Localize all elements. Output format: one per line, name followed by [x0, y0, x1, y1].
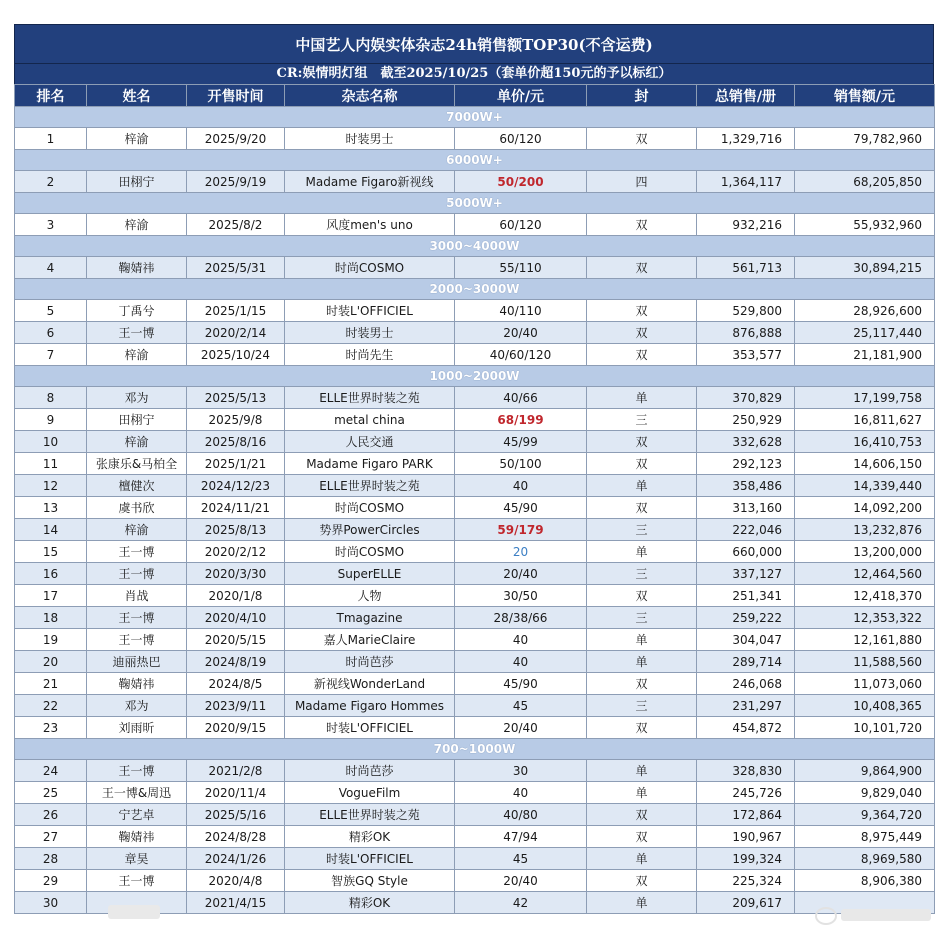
cover-cell: 单	[587, 629, 697, 651]
release-date-cell: 2024/8/28	[187, 826, 285, 848]
price-cell: 60/120	[455, 214, 587, 236]
rank-cell: 15	[15, 541, 87, 563]
cover-cell: 双	[587, 322, 697, 344]
price-cell: 55/110	[455, 257, 587, 279]
name-cell: 迪丽热巴	[87, 651, 187, 673]
cover-cell: 三	[587, 519, 697, 541]
sales-cell: 68,205,850	[795, 171, 935, 193]
magazine-cell: Madame Figaro新视线	[285, 171, 455, 193]
release-date-cell: 2020/3/30	[187, 563, 285, 585]
table-body	[15, 107, 935, 914]
sales-cell: 13,232,876	[795, 519, 935, 541]
name-cell: 王一博	[87, 760, 187, 782]
rank-cell: 16	[15, 563, 87, 585]
sales-cell: 10,408,365	[795, 695, 935, 717]
price-cell: 45	[455, 848, 587, 870]
magazine-cell: SuperELLE	[285, 563, 455, 585]
table-row	[15, 387, 935, 409]
magazine-cell: ELLE世界时装之苑	[285, 475, 455, 497]
name-cell: 田栩宁	[87, 171, 187, 193]
copies-cell: 313,160	[697, 497, 795, 519]
rank-cell: 18	[15, 607, 87, 629]
sales-cell: 11,073,060	[795, 673, 935, 695]
magazine-cell: 风度men's uno	[285, 214, 455, 236]
rank-cell: 11	[15, 453, 87, 475]
name-cell: 鞠婧祎	[87, 826, 187, 848]
sales-band-row	[15, 279, 935, 300]
cover-cell: 双	[587, 826, 697, 848]
name-cell: 王一博	[87, 322, 187, 344]
sales-cell: 14,339,440	[795, 475, 935, 497]
header-total-copies: 总销售/册	[697, 85, 795, 107]
release-date-cell: 2024/8/19	[187, 651, 285, 673]
release-date-cell: 2020/5/15	[187, 629, 285, 651]
table-row	[15, 563, 935, 585]
table-row	[15, 475, 935, 497]
release-date-cell: 2025/10/24	[187, 344, 285, 366]
name-cell: 梓渝	[87, 214, 187, 236]
cover-cell: 双	[587, 870, 697, 892]
price-cell: 40/66	[455, 387, 587, 409]
rank-cell: 5	[15, 300, 87, 322]
price-cell: 28/38/66	[455, 607, 587, 629]
rank-cell: 24	[15, 760, 87, 782]
release-date-cell: 2020/9/15	[187, 717, 285, 739]
copies-cell: 259,222	[697, 607, 795, 629]
name-cell: 梓渝	[87, 128, 187, 150]
sales-cell: 8,975,449	[795, 826, 935, 848]
name-cell: 张康乐&马柏全	[87, 453, 187, 475]
copies-cell: 332,628	[697, 431, 795, 453]
rank-cell: 14	[15, 519, 87, 541]
sales-band-row	[15, 107, 935, 128]
magazine-cell: Madame Figaro Hommes	[285, 695, 455, 717]
cover-cell: 四	[587, 171, 697, 193]
header-name: 姓名	[87, 85, 187, 107]
sales-cell: 28,926,600	[795, 300, 935, 322]
price-cell: 45/90	[455, 497, 587, 519]
cover-cell: 单	[587, 892, 697, 914]
magazine-cell: 人民交通	[285, 431, 455, 453]
release-date-cell: 2024/1/26	[187, 848, 285, 870]
release-date-cell: 2020/1/8	[187, 585, 285, 607]
sales-cell: 16,410,753	[795, 431, 935, 453]
price-cell: 30/50	[455, 585, 587, 607]
sales-band-row	[15, 236, 935, 257]
table-row	[15, 431, 935, 453]
price-cell: 40/110	[455, 300, 587, 322]
rank-cell: 30	[15, 892, 87, 914]
table-row	[15, 585, 935, 607]
price-cell: 20/40	[455, 870, 587, 892]
rank-cell: 28	[15, 848, 87, 870]
magazine-cell: metal china	[285, 409, 455, 431]
table-row	[15, 128, 935, 150]
sales-cell: 14,606,150	[795, 453, 935, 475]
cover-cell: 三	[587, 563, 697, 585]
cover-cell: 双	[587, 128, 697, 150]
rank-cell: 26	[15, 804, 87, 826]
name-cell: 王一博	[87, 870, 187, 892]
release-date-cell: 2020/11/4	[187, 782, 285, 804]
name-cell: 梓渝	[87, 519, 187, 541]
magazine-cell: Tmagazine	[285, 607, 455, 629]
table-row	[15, 673, 935, 695]
watermark-blurred-text	[841, 909, 931, 921]
copies-cell: 172,864	[697, 804, 795, 826]
sales-band-label: 5000W+	[15, 193, 935, 214]
sales-cell: 14,092,200	[795, 497, 935, 519]
cover-cell: 双	[587, 717, 697, 739]
sales-cell: 12,464,560	[795, 563, 935, 585]
magazine-cell: 智族GQ Style	[285, 870, 455, 892]
name-cell: 鞠婧祎	[87, 257, 187, 279]
rank-cell: 9	[15, 409, 87, 431]
name-cell: 丁禹兮	[87, 300, 187, 322]
copies-cell: 222,046	[697, 519, 795, 541]
table-row	[15, 300, 935, 322]
sales-cell: 12,161,880	[795, 629, 935, 651]
release-date-cell: 2020/2/14	[187, 322, 285, 344]
magazine-cell: 精彩OK	[285, 826, 455, 848]
sales-ranking-table	[14, 84, 935, 914]
rank-cell: 1	[15, 128, 87, 150]
release-date-cell: 2025/1/21	[187, 453, 285, 475]
table-subtitle: CR:娱情明灯组 截至2025/10/25（套单价超150元的予以标红）	[14, 64, 934, 84]
table-row	[15, 804, 935, 826]
name-cell: 梓渝	[87, 344, 187, 366]
table-row	[15, 453, 935, 475]
cover-cell: 三	[587, 409, 697, 431]
name-cell: 邓为	[87, 387, 187, 409]
copies-cell: 190,967	[697, 826, 795, 848]
sales-band-label: 700~1000W	[15, 739, 935, 760]
release-date-cell: 2024/11/21	[187, 497, 285, 519]
sales-cell: 13,200,000	[795, 541, 935, 563]
sales-cell: 9,864,900	[795, 760, 935, 782]
cover-cell: 双	[587, 804, 697, 826]
release-date-cell: 2025/8/13	[187, 519, 285, 541]
release-date-cell: 2020/4/10	[187, 607, 285, 629]
sales-cell: 25,117,440	[795, 322, 935, 344]
price-cell: 20/40	[455, 563, 587, 585]
sales-cell: 12,353,322	[795, 607, 935, 629]
sales-cell: 16,811,627	[795, 409, 935, 431]
name-cell: 王一博	[87, 563, 187, 585]
magazine-cell: 人物	[285, 585, 455, 607]
price-cell: 50/100	[455, 453, 587, 475]
rank-cell: 8	[15, 387, 87, 409]
cover-cell: 单	[587, 760, 697, 782]
release-date-cell: 2024/12/23	[187, 475, 285, 497]
cover-cell: 双	[587, 344, 697, 366]
magazine-cell: 时装L'OFFICIEL	[285, 848, 455, 870]
header-unit-price: 单价/元	[455, 85, 587, 107]
rank-cell: 21	[15, 673, 87, 695]
name-cell: 虞书欣	[87, 497, 187, 519]
release-date-cell: 2025/8/16	[187, 431, 285, 453]
table-row	[15, 497, 935, 519]
table-row	[15, 409, 935, 431]
cover-cell: 三	[587, 695, 697, 717]
sales-ranking-table-container	[14, 24, 934, 914]
name-cell: 肖战	[87, 585, 187, 607]
copies-cell: 289,714	[697, 651, 795, 673]
magazine-cell: 时尚COSMO	[285, 257, 455, 279]
price-cell: 20/40	[455, 322, 587, 344]
table-row	[15, 607, 935, 629]
table-row	[15, 870, 935, 892]
sales-cell: 12,418,370	[795, 585, 935, 607]
release-date-cell: 2021/4/15	[187, 892, 285, 914]
release-date-cell: 2025/9/19	[187, 171, 285, 193]
copies-cell: 231,297	[697, 695, 795, 717]
name-cell: 王一博	[87, 629, 187, 651]
table-row	[15, 344, 935, 366]
rank-cell: 7	[15, 344, 87, 366]
table-row	[15, 760, 935, 782]
sales-cell: 55,932,960	[795, 214, 935, 236]
copies-cell: 876,888	[697, 322, 795, 344]
header-sales-amount: 销售额/元	[795, 85, 935, 107]
release-date-cell: 2025/5/16	[187, 804, 285, 826]
table-row	[15, 782, 935, 804]
name-cell: 檀健次	[87, 475, 187, 497]
magazine-cell: 时尚先生	[285, 344, 455, 366]
copies-cell: 932,216	[697, 214, 795, 236]
rank-cell: 20	[15, 651, 87, 673]
rank-cell: 27	[15, 826, 87, 848]
cover-cell: 双	[587, 300, 697, 322]
copies-cell: 225,324	[697, 870, 795, 892]
rank-cell: 29	[15, 870, 87, 892]
release-date-cell: 2021/2/8	[187, 760, 285, 782]
release-date-cell: 2025/5/13	[187, 387, 285, 409]
name-cell: 田栩宁	[87, 409, 187, 431]
rank-cell: 3	[15, 214, 87, 236]
cover-cell: 双	[587, 214, 697, 236]
cover-cell: 双	[587, 453, 697, 475]
sales-band-label: 2000~3000W	[15, 279, 935, 300]
cover-cell: 单	[587, 782, 697, 804]
sales-cell: 8,969,580	[795, 848, 935, 870]
copies-cell: 561,713	[697, 257, 795, 279]
copies-cell: 454,872	[697, 717, 795, 739]
copies-cell: 246,068	[697, 673, 795, 695]
rank-cell: 25	[15, 782, 87, 804]
table-row	[15, 717, 935, 739]
sales-band-row	[15, 739, 935, 760]
table-row	[15, 629, 935, 651]
sales-band-row	[15, 366, 935, 387]
release-date-cell: 2025/1/15	[187, 300, 285, 322]
magazine-cell: 势界PowerCircles	[285, 519, 455, 541]
sales-cell: 9,829,040	[795, 782, 935, 804]
magazine-cell: 时装L'OFFICIEL	[285, 300, 455, 322]
magazine-cell: 精彩OK	[285, 892, 455, 914]
price-cell: 40	[455, 629, 587, 651]
sales-cell: 30,894,215	[795, 257, 935, 279]
cover-cell: 三	[587, 607, 697, 629]
sales-band-row	[15, 193, 935, 214]
rank-cell: 6	[15, 322, 87, 344]
price-cell: 45	[455, 695, 587, 717]
price-cell: 42	[455, 892, 587, 914]
name-cell: 王一博	[87, 607, 187, 629]
cover-cell: 单	[587, 848, 697, 870]
price-cell: 50/200	[455, 171, 587, 193]
cover-cell: 单	[587, 541, 697, 563]
price-cell: 30	[455, 760, 587, 782]
sales-cell: 79,782,960	[795, 128, 935, 150]
magazine-cell: 新视线WonderLand	[285, 673, 455, 695]
sales-cell: 17,199,758	[795, 387, 935, 409]
price-cell: 40	[455, 782, 587, 804]
name-cell: 梓渝	[87, 431, 187, 453]
sales-band-label: 3000~4000W	[15, 236, 935, 257]
magazine-cell: 时尚COSMO	[285, 497, 455, 519]
magazine-cell: 时尚COSMO	[285, 541, 455, 563]
table-row	[15, 541, 935, 563]
sales-band-row	[15, 150, 935, 171]
price-cell: 45/99	[455, 431, 587, 453]
table-row	[15, 826, 935, 848]
price-cell: 60/120	[455, 128, 587, 150]
release-date-cell: 2025/5/31	[187, 257, 285, 279]
table-title: 中国艺人内娱实体杂志24h销售额TOP30(不含运费)	[14, 24, 934, 64]
header-cover: 封	[587, 85, 697, 107]
magazine-cell: ELLE世界时装之苑	[285, 387, 455, 409]
cover-cell: 双	[587, 497, 697, 519]
copies-cell: 328,830	[697, 760, 795, 782]
rank-cell: 22	[15, 695, 87, 717]
name-cell: 鞠婧祎	[87, 673, 187, 695]
sales-band-label: 1000~2000W	[15, 366, 935, 387]
release-date-cell: 2023/9/11	[187, 695, 285, 717]
copies-cell: 304,047	[697, 629, 795, 651]
watermark	[815, 903, 935, 925]
cover-cell: 双	[587, 585, 697, 607]
cover-cell: 单	[587, 475, 697, 497]
table-row	[15, 519, 935, 541]
table-row	[15, 651, 935, 673]
sales-cell: 10,101,720	[795, 717, 935, 739]
cover-cell: 双	[587, 257, 697, 279]
magazine-cell: 时装男士	[285, 322, 455, 344]
release-date-cell: 2024/8/5	[187, 673, 285, 695]
rank-cell: 19	[15, 629, 87, 651]
copies-cell: 292,123	[697, 453, 795, 475]
sales-band-label: 6000W+	[15, 150, 935, 171]
price-cell: 47/94	[455, 826, 587, 848]
rank-cell: 13	[15, 497, 87, 519]
price-cell: 20/40	[455, 717, 587, 739]
table-row	[15, 322, 935, 344]
release-date-cell: 2025/9/20	[187, 128, 285, 150]
copies-cell: 199,324	[697, 848, 795, 870]
price-cell: 40	[455, 651, 587, 673]
price-cell: 40	[455, 475, 587, 497]
magazine-cell: 嘉人MarieClaire	[285, 629, 455, 651]
table-row	[15, 695, 935, 717]
table-row	[15, 171, 935, 193]
release-date-cell: 2025/8/2	[187, 214, 285, 236]
sales-cell: 21,181,900	[795, 344, 935, 366]
sales-band-label: 7000W+	[15, 107, 935, 128]
release-date-cell: 2025/9/8	[187, 409, 285, 431]
cover-cell: 单	[587, 387, 697, 409]
name-cell: 王一博&周迅	[87, 782, 187, 804]
copies-cell: 209,617	[697, 892, 795, 914]
magazine-cell: 时装L'OFFICIEL	[285, 717, 455, 739]
copies-cell: 1,329,716	[697, 128, 795, 150]
table-row	[15, 257, 935, 279]
blurred-name-cell	[108, 905, 160, 919]
header-rank: 排名	[15, 85, 87, 107]
release-date-cell: 2020/4/8	[187, 870, 285, 892]
cover-cell: 单	[587, 651, 697, 673]
magazine-cell: 时装男士	[285, 128, 455, 150]
header-release-date: 开售时间	[187, 85, 285, 107]
cover-cell: 双	[587, 673, 697, 695]
copies-cell: 353,577	[697, 344, 795, 366]
column-header-row	[15, 85, 935, 107]
watermark-logo-icon	[815, 907, 837, 925]
header-magazine: 杂志名称	[285, 85, 455, 107]
magazine-cell: 时尚芭莎	[285, 760, 455, 782]
table-row	[15, 214, 935, 236]
name-cell: 章昊	[87, 848, 187, 870]
sales-cell: 9,364,720	[795, 804, 935, 826]
rank-cell: 17	[15, 585, 87, 607]
copies-cell: 251,341	[697, 585, 795, 607]
name-cell: 宁艺卓	[87, 804, 187, 826]
copies-cell: 358,486	[697, 475, 795, 497]
price-cell: 59/179	[455, 519, 587, 541]
price-cell: 68/199	[455, 409, 587, 431]
rank-cell: 23	[15, 717, 87, 739]
magazine-cell: Madame Figaro PARK	[285, 453, 455, 475]
copies-cell: 660,000	[697, 541, 795, 563]
name-cell: 邓为	[87, 695, 187, 717]
release-date-cell: 2020/2/12	[187, 541, 285, 563]
copies-cell: 1,364,117	[697, 171, 795, 193]
name-cell: 王一博	[87, 541, 187, 563]
cover-cell: 双	[587, 431, 697, 453]
copies-cell: 337,127	[697, 563, 795, 585]
sales-cell: 11,588,560	[795, 651, 935, 673]
price-cell: 20	[455, 541, 587, 563]
rank-cell: 4	[15, 257, 87, 279]
rank-cell: 2	[15, 171, 87, 193]
rank-cell: 12	[15, 475, 87, 497]
copies-cell: 245,726	[697, 782, 795, 804]
magazine-cell: ELLE世界时装之苑	[285, 804, 455, 826]
name-cell: 刘雨昕	[87, 717, 187, 739]
rank-cell: 10	[15, 431, 87, 453]
magazine-cell: VogueFilm	[285, 782, 455, 804]
copies-cell: 250,929	[697, 409, 795, 431]
table-row	[15, 848, 935, 870]
sales-cell: 8,906,380	[795, 870, 935, 892]
copies-cell: 370,829	[697, 387, 795, 409]
price-cell: 40/60/120	[455, 344, 587, 366]
price-cell: 45/90	[455, 673, 587, 695]
magazine-cell: 时尚芭莎	[285, 651, 455, 673]
price-cell: 40/80	[455, 804, 587, 826]
copies-cell: 529,800	[697, 300, 795, 322]
